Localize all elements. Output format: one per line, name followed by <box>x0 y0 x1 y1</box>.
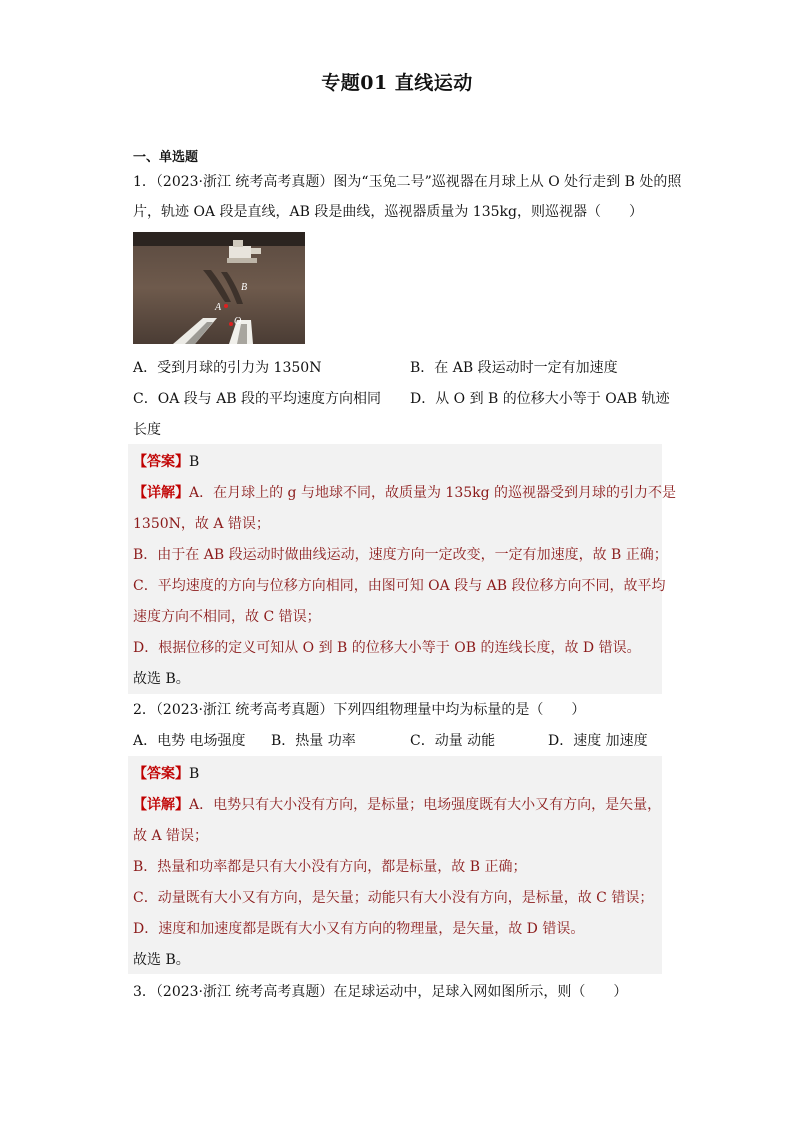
detail-tag: 【详解】 <box>133 797 189 813</box>
q2-option-c: C．动量 动能 <box>410 733 496 749</box>
q1-detail-3: B．由于在 AB 段运动时做曲线运动，速度方向一定改变，一定有加速度，故 B 正确； <box>133 547 668 563</box>
q1-detail-6: D．根据位移的定义可知从 O 到 B 的位移大小等于 OB 的连线长度，故 D 错误。 <box>133 640 641 656</box>
q1-answer <box>133 452 199 472</box>
q1-detail-2: 1350N，故 A 错误； <box>133 516 270 532</box>
q1-option-a: A．受到月球的引力为 1350N <box>133 360 322 376</box>
q2-detail-3: B．热量和功率都是只有大小没有方向，都是标量，故 B 正确； <box>133 859 527 875</box>
q3-stem: 3．（2023·浙江 统考高考真题）在足球运动中，足球入网如图所示，则（ ） <box>133 984 628 1000</box>
q2-detail-5: D．速度和加速度都是既有大小又有方向的物理量，是矢量，故 D 错误。 <box>133 921 585 937</box>
page-title: 专题01 直线运动 <box>321 72 473 94</box>
q1-stem-line1: 1．（2023·浙江 统考高考真题）图为“玉兔二号”巡视器在月球上从 O 处行走到 B 处的照 <box>133 174 682 190</box>
q2-stem: 2．（2023·浙江 统考高考真题）下列四组物理量中均为标量的是（ ） <box>133 702 586 718</box>
q1-rover-photo <box>133 232 305 344</box>
q2-answer <box>133 764 199 784</box>
q1-detail-5: 速度方向不相同，故 C 错误； <box>133 609 321 625</box>
q2-option-d: D．速度 加速度 <box>548 733 648 749</box>
q2-detail-2: 故 A 错误； <box>133 828 209 844</box>
q2-option-a: A．电势 电场强度 <box>133 733 246 749</box>
photo-label-a: A <box>215 302 222 313</box>
q2-option-b: B．热量 功率 <box>271 733 356 749</box>
q2-conclusion: 故选 B。 <box>133 952 190 968</box>
answer-tag: 【答案】 <box>133 766 189 782</box>
q1-stem-line2: 片，轨迹 OA 段是直线，AB 段是曲线，巡视器质量为 135kg，则巡视器（ ） <box>133 204 643 220</box>
q1-option-c: C．OA 段与 AB 段的平均速度方向相同 <box>133 391 382 407</box>
detail-tag: 【详解】 <box>133 485 189 501</box>
answer-value: B <box>189 454 200 470</box>
q1-option-b: B．在 AB 段运动时一定有加速度 <box>410 360 618 376</box>
section-heading: 一、单选题 <box>133 150 199 165</box>
q2-detail-1: 【详解】A．电势只有大小没有方向，是标量；电场强度既有大小又有方向，是矢量， <box>133 797 662 813</box>
answer-tag: 【答案】 <box>133 454 189 470</box>
q1-detail-1: 【详解】A．在月球上的 g 与地球不同，故质量为 135kg 的巡视器受到月球的引力不是 <box>133 485 677 501</box>
photo-label-o: O <box>234 316 242 327</box>
rover-photo-illustration <box>133 232 305 344</box>
answer-value: B <box>189 766 200 782</box>
q1-detail-4: C．平均速度的方向与位移方向相同，由图可知 OA 段与 AB 段位移方向不同，故平均 <box>133 578 666 594</box>
q1-conclusion: 故选 B。 <box>133 671 190 687</box>
q1-option-d: D．从 O 到 B 的位移大小等于 OAB 轨迹 <box>410 391 670 407</box>
q1-option-d-cont: 长度 <box>133 422 161 438</box>
q2-detail-4: C．动量既有大小又有方向，是矢量；动能只有大小没有方向，是标量，故 C 错误； <box>133 890 654 906</box>
photo-label-b: B <box>241 282 248 293</box>
